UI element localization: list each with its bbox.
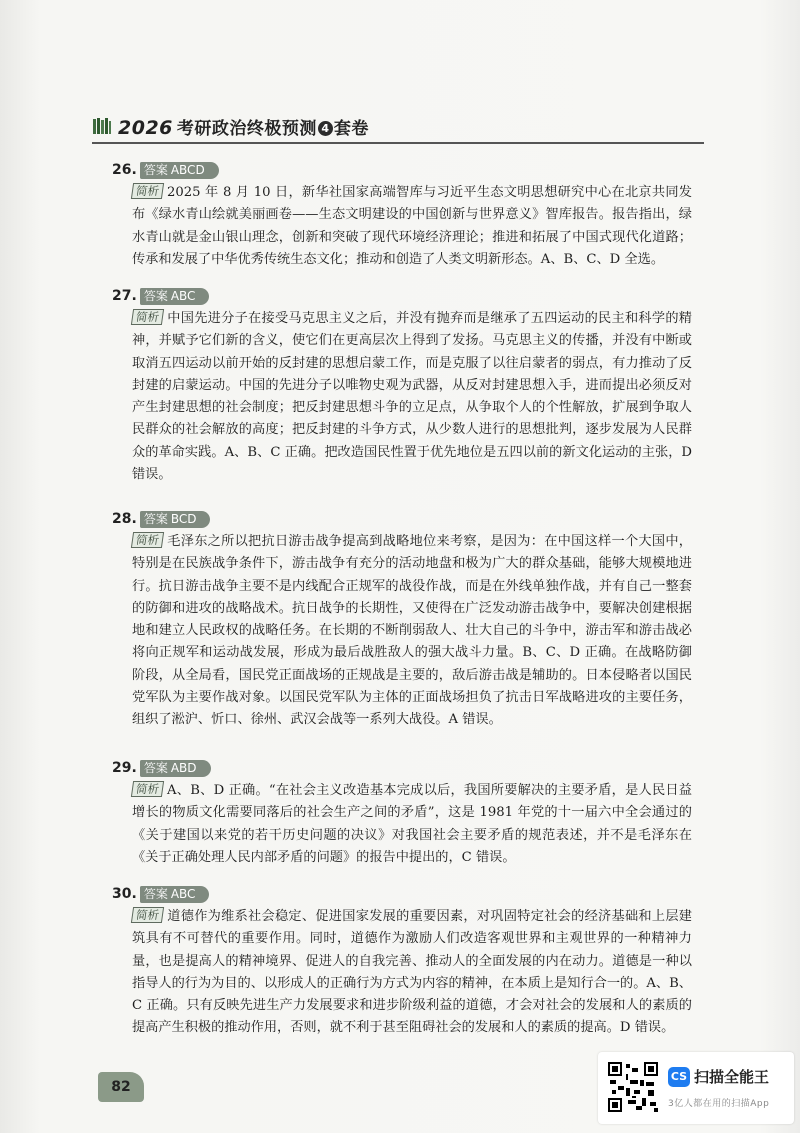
analysis-text: 2025 年 8 月 10 日，新华社国家高端智库与习近平生态文明思想研究中心在北京共同发布《绿水青山绘就美丽画卷——生态文明建设的中国创新与世界意义》智库报告。报告指出，绿水青山就是金山银山理念，创新和突破了现代环境经济理论；推进和拓展了中国式现代化道路；传承和发展了中华优秀传统生态文化；推动和创造了人类文明新形态。A、B、C、D 全选。 bbox=[132, 185, 692, 267]
question-number: 28. bbox=[112, 511, 137, 527]
book-icon bbox=[92, 116, 112, 136]
question-27 bbox=[112, 286, 692, 486]
analysis-block bbox=[132, 780, 692, 869]
answer-tag: 答案 ABC bbox=[140, 288, 210, 305]
question-number: 26. bbox=[112, 162, 137, 178]
page-number: 82 bbox=[98, 1072, 144, 1102]
answer-tag: 答案 ABC bbox=[140, 886, 210, 903]
analysis-block bbox=[132, 906, 692, 1040]
watermark-app-name: 扫描全能王 bbox=[694, 1068, 770, 1086]
analysis-block bbox=[132, 308, 692, 486]
analysis-label: 简析 bbox=[131, 532, 164, 548]
answer-tag: 答案 ABD bbox=[140, 760, 211, 777]
camscanner-logo-icon: CS bbox=[668, 1067, 690, 1087]
page-title: 2026 考研政治终极预测 4 套卷 bbox=[118, 116, 369, 139]
answer-tag: 答案 ABCD bbox=[140, 162, 219, 179]
question-26 bbox=[112, 160, 692, 271]
analysis-block bbox=[132, 182, 692, 271]
question-number: 30. bbox=[112, 886, 137, 902]
analysis-label: 简析 bbox=[131, 183, 164, 199]
answer-tag: 答案 BCD bbox=[140, 511, 211, 528]
analysis-text: 中国先进分子在接受马克思主义之后，并没有抛弃而是继承了五四运动的民主和科学的精神，并赋予它们新的含义，使它们在更高层次上得到了发扬。马克思主义的传播，并没有中断或取消五四运动以前开始的反封建的思想启蒙工作，而是克服了以往启蒙者的弱点，有力推动了反封建的启蒙运动。中国的先进分子以唯物史观为武器，从反对封建思想入手，进而提出必须反对产生封建思想的社会制度；把反封建思想斗争的立足点，从争取个人的个性解放，扩展到争取人民群众的社会解放的高度；把反封建的斗争方式，从少数人进行的思想批判，逐步发展为人民群众的革命实践。A、B、C 正确。把改造国民性置于优先地位是五四以前的新文化运动的主张，D 错误。 bbox=[132, 311, 692, 483]
question-30 bbox=[112, 884, 692, 1040]
analysis-text: A、B、D 正确。“在社会主义改造基本完成以后，我国所要解决的主要矛盾，是人民日益增长的物质文化需要同落后的社会生产之间的矛盾”，这是 1981 年党的十一届六中全会通过的《关于建国以来党的若干历史问题的决议》对我国社会主要矛盾的规范表述，并不是毛泽东在《关于正确处理人民内部矛盾的问题》的报告中提出的，C 错误。 bbox=[132, 783, 692, 865]
set-count-badge: 4 bbox=[318, 121, 333, 136]
question-28 bbox=[112, 509, 692, 732]
qr-code-icon bbox=[608, 1062, 658, 1112]
question-number: 29. bbox=[112, 760, 137, 776]
analysis-block bbox=[132, 531, 692, 732]
analysis-text: 毛泽东之所以把抗日游击战争提高到战略地位来考察，是因为：在中国这样一个大国中，特别是在民族战争条件下，游击战争有充分的活动地盘和极为广大的群众基础，能够大规模地进行。抗日游击战争主要不是内线配合正规军的战役作战，而是在外线单独作战，并有自己一整套的防御和进攻的战略战术。抗日战争的长期性，又使得在广泛发动游击战争中，要解决创建根据地和建立人民政权的战略任务。在长期的不断削弱敌人、壮大自己的斗争中，游击军和游击战必将向正规军和运动战发展，形成为最后战胜敌人的强大战斗力量。B、C、D 正确。在战略防御阶段，从全局看，国民党正面战场的正规战是主要的，敌后游击战是辅助的。日本侵略者以国民党军队为主要作战对象。以国民党军队为主体的正面战场担负了抗击日军战略进攻的主要任务，组织了淞沪、忻口、徐州、武汉会战等一系列大战役。A 错误。 bbox=[132, 534, 692, 728]
watermark-tagline: 3亿人都在用的扫描App bbox=[668, 1099, 770, 1109]
analysis-text: 道德作为维系社会稳定、促进国家发展的重要因素，对巩固特定社会的经济基础和上层建筑具有不可替代的重要作用。同时，道德作为激励人们改造客观世界和主观世界的一种精神力量，也是提高人的精神境界、促进人的自我完善、推动人的全面发展的内在动力。道德是一种以指导人的行为为目的、以形成人的正确行为方式为内容的精神，在本质上是知行合一的。A、B、C 正确。只有反映先进生产力发展要求和进步阶级利益的道德，才会对社会的发展和人的素质的提高产生积极的推动作用，否则，就不利于甚至阻碍社会的发展和人的素质的提高。D 错误。 bbox=[132, 909, 692, 1036]
question-number: 27. bbox=[112, 288, 137, 304]
question-29 bbox=[112, 758, 692, 869]
analysis-label: 简析 bbox=[131, 907, 164, 923]
analysis-label: 简析 bbox=[131, 781, 164, 797]
header-divider bbox=[92, 142, 704, 144]
analysis-label: 简析 bbox=[131, 309, 164, 325]
page-header bbox=[92, 112, 369, 140]
scanner-watermark bbox=[598, 1052, 794, 1124]
